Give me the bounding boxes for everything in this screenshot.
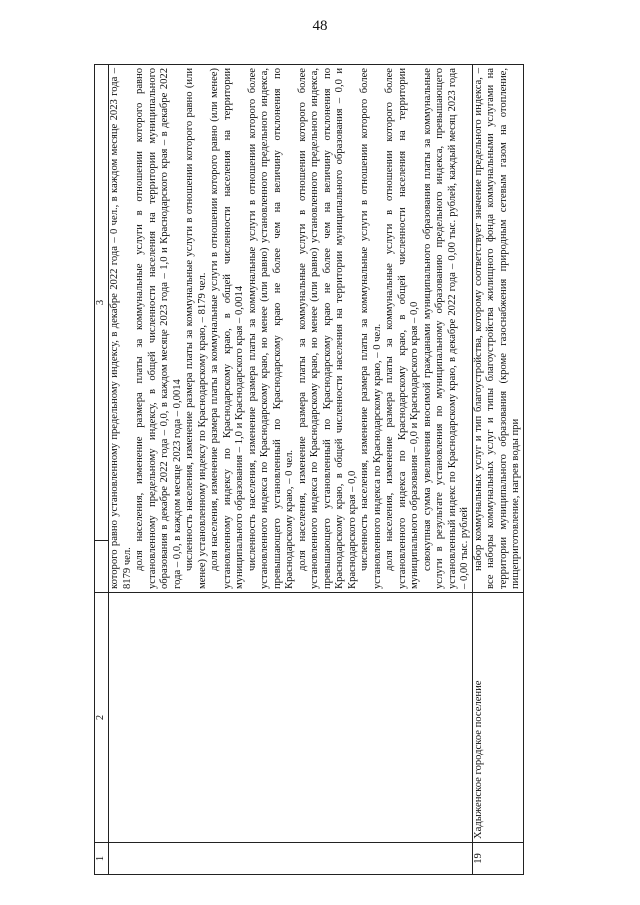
indices-table xyxy=(94,64,524,875)
paragraph: доля населения, изменение размера платы за коммунальные услуги в отношении которого более установленного индекса по Краснодарскому краю, в общей численности населения на территории муниципального образования – 0,0 и Краснодарского края – 0,0 xyxy=(384,68,420,589)
paragraph: численность населения, изменение размера платы за коммунальные услуги в отношении которого равно (или менее) установленному индексу по Краснодарскому краю, – 8179 чел. xyxy=(184,68,208,589)
paragraph: численность населения, изменение размера платы за коммунальные услуги в отношении которого более установленного индекса по Краснодарскому краю, но менее (или равно) установленного предельного индекса, превышающего установленный по Краснодарскому краю не более чем на величину отклонения по Краснодарскому краю, – 0 чел. xyxy=(246,68,295,589)
page-number: 48 xyxy=(312,18,328,34)
description-cell xyxy=(109,65,473,593)
header-col-3: 3 xyxy=(95,65,109,541)
municipality-name: Хадыженское городское поселение xyxy=(472,680,484,839)
paragraph: которого равно установленному предельному индексу, в декабре 2022 года – 0 чел., в каждом месяце 2023 года – 8179 чел. xyxy=(109,68,133,589)
table-row-continuation xyxy=(109,65,473,875)
header-col-3-spacer xyxy=(95,541,109,593)
paragraph: доля населения, изменение размера платы за коммунальные услуги в отношении которого равно (или менее) установленному индексу по Краснодарскому краю, в общей численности населения на территории муниципального образования – 1,0 и Краснодарского края – 0,0014 xyxy=(209,68,245,589)
table-header-row xyxy=(95,65,109,875)
paragraph: доля населения, изменение размера платы за коммунальные услуги в отношении которого более установленного индекса по Краснодарскому краю, но менее (или равно) установленного предельного индекса, превышающего установленный по Краснодарскому краю не более чем на величину отклонения по Краснодарскому краю, в общей численности населения на территории муниципального образования – 0,0 и Краснодарского края – 0,0 xyxy=(296,68,358,589)
table-row-19 xyxy=(472,65,523,875)
paragraph: набор коммунальных услуг и тип благоустройства, которому соответствует значение предельного индекса, – все наборы коммунальных услуг и типы благоустройства жилищного фонда коммунальными услугами на территории муниципального образования (кроме газоснабжения природным сетевым газом на отопление, пищеприготовление, нагрев воды при xyxy=(472,68,521,589)
municipality-cell xyxy=(109,593,473,843)
paragraph: доля населения, изменение размера платы за коммунальные услуги в отношении которого равно установленному предельному индексу, в общей численности населения на территории муниципального образования в декабре 2022 года – 0,0, в каждом месяце 2023 года – 1,0 и Краснодарского края – в декабре 2022 года – 0,0, в каждом месяце 2023 года – 0,0014 xyxy=(134,68,183,589)
row-number-cell xyxy=(109,843,473,875)
paragraph: численность населения, изменение размера платы за коммунальные услуги в отношении которого более установленного индекса по Краснодарскому краю, – 0 чел. xyxy=(359,68,383,589)
description-cell xyxy=(472,65,523,593)
paragraph: совокупная сумма увеличения вносимой гражданами муниципального образования платы за коммунальные услуги в результате установления по муниципальному образованию предельного индекса, превышающего установленный индекс по Краснодарскому краю, в декабре 2022 года – 0,00 тыс. рублей, каждый месяц 2023 года – 0,00 тыс. рублей xyxy=(421,68,470,589)
row-number-cell: 19 xyxy=(472,843,523,875)
header-col-1: 1 xyxy=(95,843,109,875)
rotated-table-container xyxy=(94,65,544,875)
header-col-2: 2 xyxy=(95,593,109,843)
municipality-cell xyxy=(472,593,523,843)
